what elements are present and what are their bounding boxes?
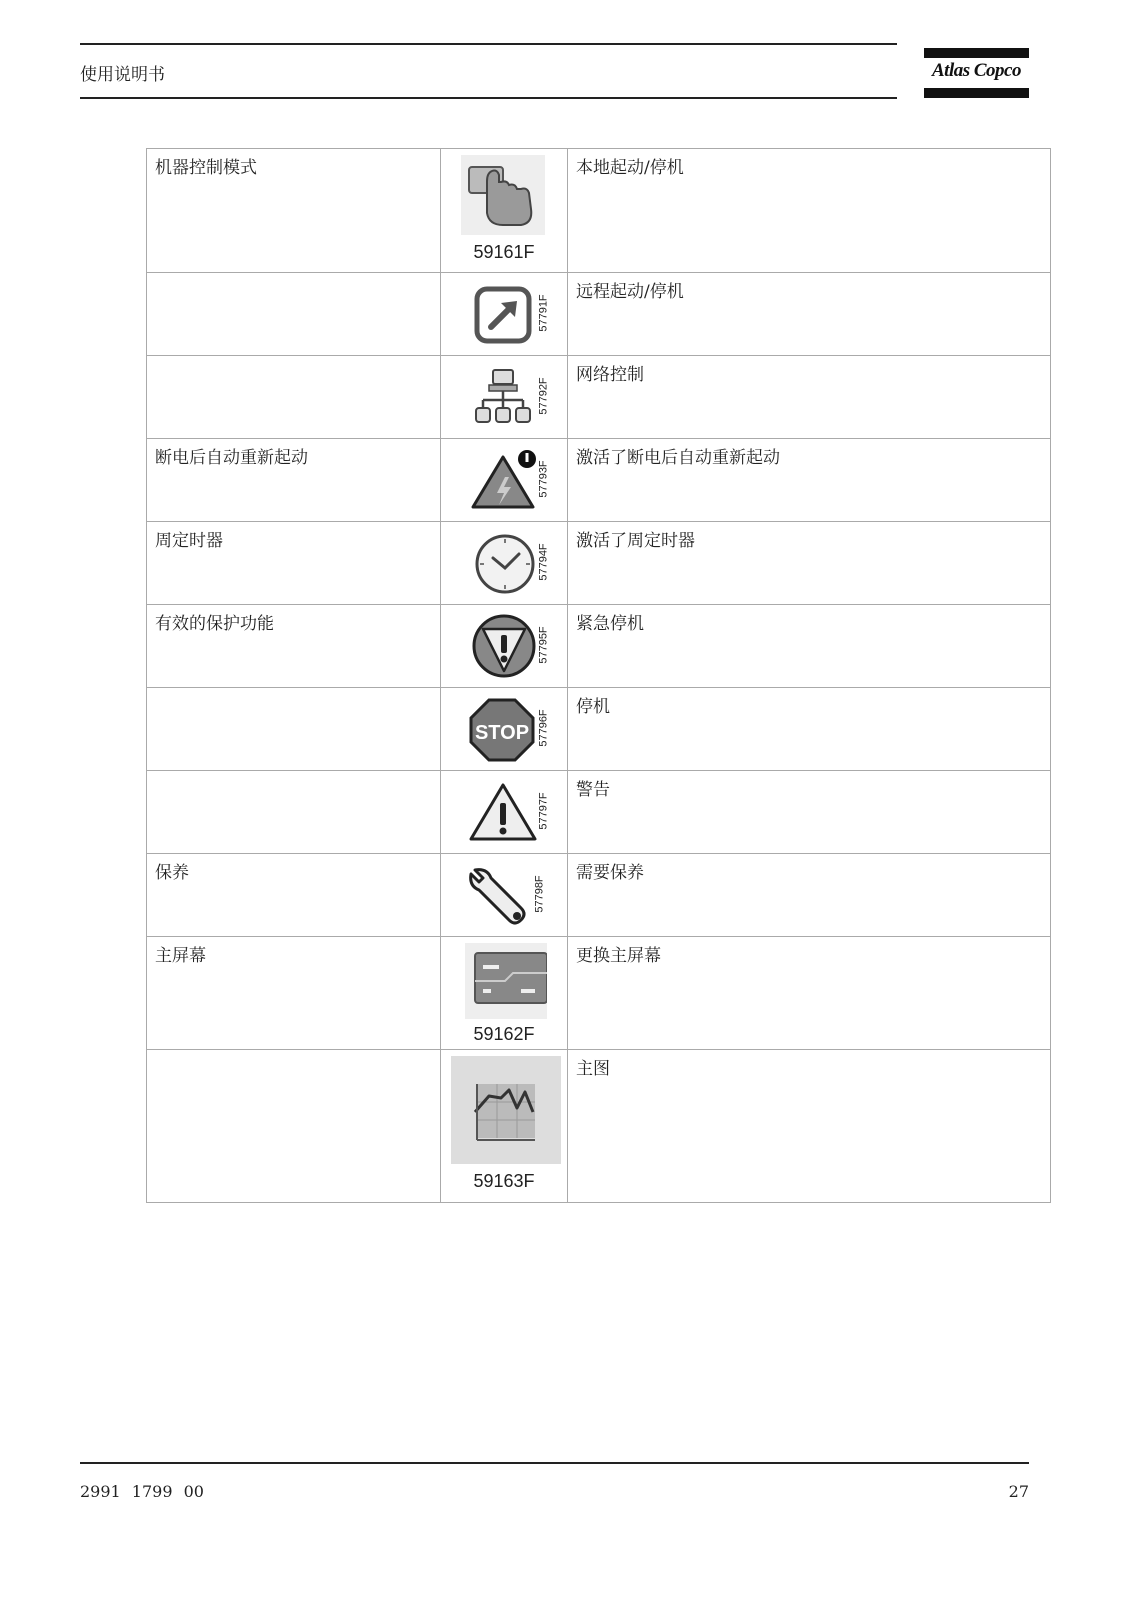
stop-sign-icon xyxy=(469,698,535,762)
meaning-cell: 紧急停机 xyxy=(568,605,1051,688)
table-row xyxy=(147,937,1051,1050)
icon-cell xyxy=(441,854,568,937)
category-cell: 机器控制模式 xyxy=(147,149,441,273)
image-code: 57792F xyxy=(537,377,549,415)
category-cell: 主屏幕 xyxy=(147,937,441,1050)
icon-cell xyxy=(441,149,568,273)
header-rule-top xyxy=(80,43,897,45)
image-code: 59161F xyxy=(473,242,535,262)
footer-rule xyxy=(80,1462,1029,1464)
image-code: 57795F xyxy=(537,626,549,664)
icon-cell xyxy=(441,439,568,522)
meaning-cell: 警告 xyxy=(568,771,1051,854)
table-row xyxy=(147,771,1051,854)
hand-press-icon xyxy=(447,153,547,237)
page-title: 使用说明书 xyxy=(80,65,165,85)
table-row xyxy=(147,854,1051,937)
icon-cell xyxy=(441,771,568,854)
category-cell xyxy=(147,771,441,854)
table-row xyxy=(147,439,1051,522)
brand-logo-text: Atlas Copco xyxy=(932,60,1021,81)
icon-cell xyxy=(441,605,568,688)
image-code: 57797F xyxy=(537,792,549,830)
icon-cell xyxy=(441,1050,568,1203)
image-code: 57794F xyxy=(537,543,549,581)
remote-arrow-icon xyxy=(471,283,535,347)
category-cell xyxy=(147,356,441,439)
clock-icon xyxy=(473,532,537,596)
icon-cell xyxy=(441,688,568,771)
category-cell: 保养 xyxy=(147,854,441,937)
meaning-cell: 远程起动/停机 xyxy=(568,273,1051,356)
meaning-cell: 本地起动/停机 xyxy=(568,149,1051,273)
icon-cell xyxy=(441,522,568,605)
brand-logo xyxy=(924,48,1029,98)
wrench-icon xyxy=(465,864,537,930)
page-number: 27 xyxy=(1008,1482,1029,1501)
table-row xyxy=(147,149,1051,273)
icon-cell xyxy=(441,356,568,439)
image-code: 59162F xyxy=(473,1024,535,1044)
header-rule-bottom xyxy=(80,97,897,99)
icon-cell xyxy=(441,937,568,1050)
main-screen-icon xyxy=(447,941,547,1019)
image-code: 59163F xyxy=(473,1171,535,1191)
warning-icon xyxy=(467,781,539,843)
category-cell xyxy=(147,1050,441,1203)
table-row xyxy=(147,356,1051,439)
meaning-cell: 更换主屏幕 xyxy=(568,937,1051,1050)
image-code: 57793F xyxy=(537,460,549,498)
image-code: 57796F xyxy=(537,709,549,747)
network-icon xyxy=(473,368,533,428)
stop-sign-text: STOP xyxy=(474,722,530,744)
table-row xyxy=(147,1050,1051,1203)
image-code: 57798F xyxy=(533,875,545,913)
meaning-cell: 需要保养 xyxy=(568,854,1051,937)
meaning-cell: 主图 xyxy=(568,1050,1051,1203)
document-number: 2991 1799 00 xyxy=(80,1482,204,1501)
icon-cell xyxy=(441,273,568,356)
symbol-table xyxy=(146,148,1051,1203)
table-row xyxy=(147,522,1051,605)
meaning-cell: 激活了断电后自动重新起动 xyxy=(568,439,1051,522)
category-cell xyxy=(147,273,441,356)
category-cell: 断电后自动重新起动 xyxy=(147,439,441,522)
meaning-cell: 激活了周定时器 xyxy=(568,522,1051,605)
emergency-stop-icon xyxy=(471,613,537,679)
meaning-cell: 停机 xyxy=(568,688,1051,771)
main-chart-icon xyxy=(447,1054,561,1166)
table-row xyxy=(147,688,1051,771)
image-code: 57791F xyxy=(537,294,549,332)
auto-restart-icon xyxy=(467,447,539,511)
category-cell: 周定时器 xyxy=(147,522,441,605)
category-cell: 有效的保护功能 xyxy=(147,605,441,688)
table-row xyxy=(147,273,1051,356)
meaning-cell: 网络控制 xyxy=(568,356,1051,439)
table-row xyxy=(147,605,1051,688)
category-cell xyxy=(147,688,441,771)
